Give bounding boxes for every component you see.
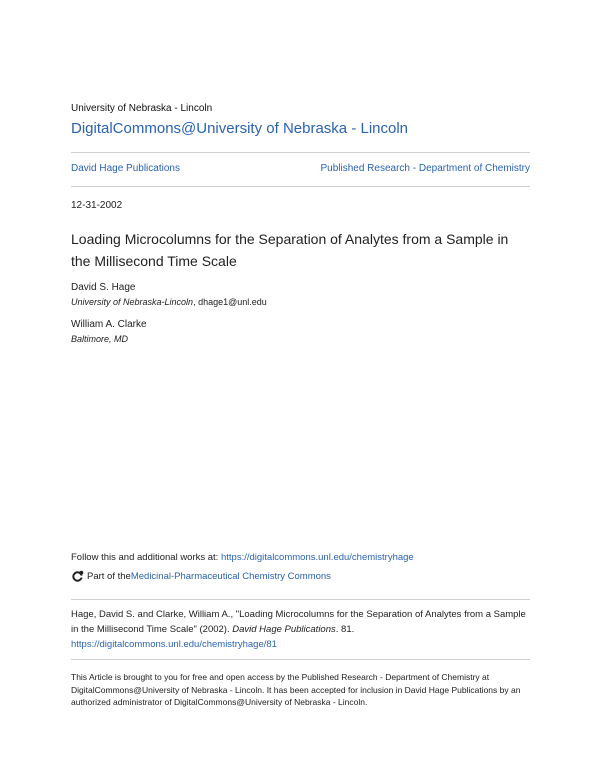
citation-block xyxy=(71,607,530,652)
follow-line xyxy=(71,552,414,563)
repository-link[interactable]: DigitalCommons@University of Nebraska - Lincoln xyxy=(71,120,409,137)
citation-number: . 81. xyxy=(335,624,355,635)
author-affiliation-1: University of Nebraska-Lincoln, dhage1@unl.edu xyxy=(71,297,267,307)
author-name-2: William A. Clarke xyxy=(71,319,147,330)
article-title: Loading Microcolumns for the Separation of Analytes from a Sample in the Millisecond Time Scale xyxy=(71,231,509,269)
publication-date: 12-31-2002 xyxy=(71,200,123,211)
commons-network-icon xyxy=(71,570,84,583)
author-institution-2: Baltimore, MD xyxy=(71,334,129,344)
divider-collections xyxy=(71,186,530,187)
institution-name: University of Nebraska - Lincoln xyxy=(71,103,213,114)
collection-link-department[interactable]: Published Research - Department of Chemistry xyxy=(320,163,530,174)
collection-link-publications[interactable]: David Hage Publications xyxy=(71,163,180,174)
part-of-prefix: Part of the xyxy=(87,571,131,582)
citation-link[interactable]: https://digitalcommons.unl.edu/chemistryhage/81 xyxy=(71,639,277,650)
divider-footer xyxy=(71,659,530,660)
commons-link[interactable]: Medicinal-Pharmaceutical Chemistry Commons xyxy=(130,571,331,582)
divider-citation xyxy=(71,599,530,600)
follow-link[interactable]: https://digitalcommons.unl.edu/chemistryhage xyxy=(220,552,414,563)
author-affiliation-2 xyxy=(71,334,128,344)
citation-text: Hage, David S. and Clarke, William A., "Loading Microcolumns for the Separation of Analytes from a Sample in the Millisecond Time Scale" (2002). xyxy=(71,609,526,635)
access-statement: This Article is brought to you for free and open access by the Published Research - Department of Chemistry at DigitalCommons@University of Nebraska - Lincoln. It has been accepted for inclusion in David Hage Publications by an authorized administrator of DigitalCommons@University of Nebraska - Lincoln. xyxy=(71,672,521,707)
cover-page xyxy=(71,0,530,776)
author-institution-1: University of Nebraska-Lincoln xyxy=(71,297,194,307)
author-email-1[interactable]: dhage1@unl.edu xyxy=(198,297,267,307)
citation-publication: David Hage Publications xyxy=(232,624,336,635)
follow-prefix: Follow this and additional works at: xyxy=(71,552,221,563)
divider-top xyxy=(71,152,530,153)
author-name-1: David S. Hage xyxy=(71,282,136,293)
part-of-line xyxy=(71,570,331,583)
